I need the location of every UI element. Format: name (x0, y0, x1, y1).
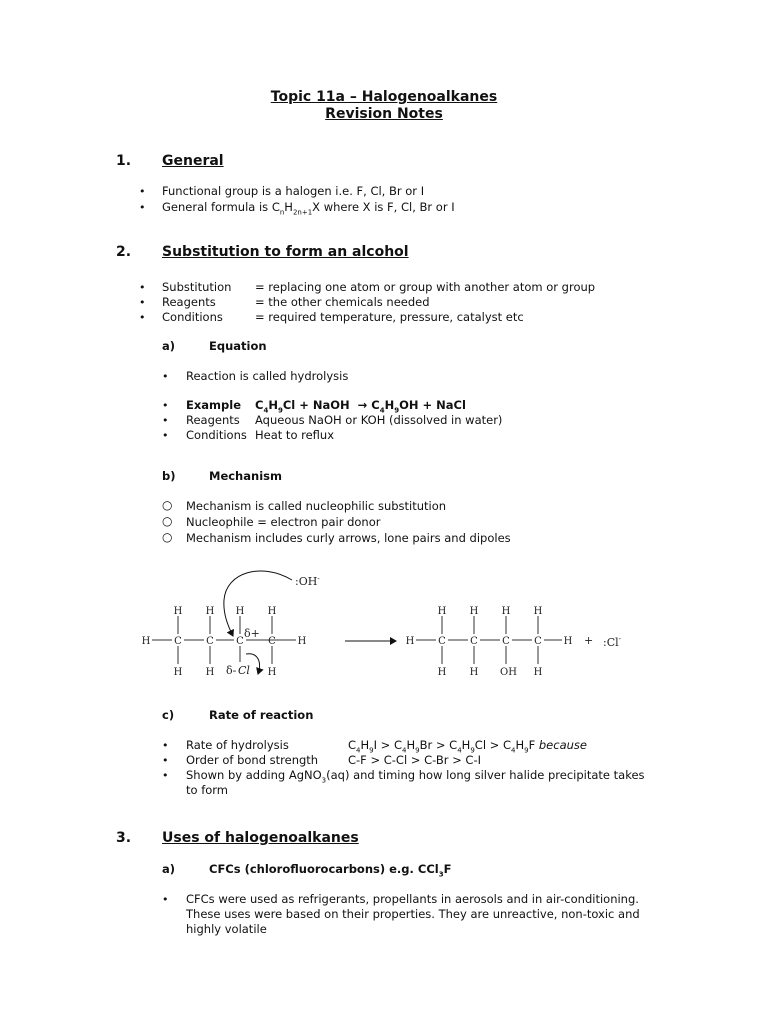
example-term: Example (186, 398, 241, 412)
definition-value: = replacing one atom or group with another atom or group (255, 280, 596, 294)
bullet-text: Nucleophile = electron pair donor (186, 515, 381, 529)
circle-bullet: ○ (162, 514, 173, 528)
paragraph-line: CFCs were used as refrigerants, propellants in aerosols and in air-conditioning. (186, 892, 639, 906)
definition-term: Substitution (162, 280, 232, 294)
bullet-text: Functional group is a halogen i.e. F, Cl, Br or I (162, 184, 425, 198)
bullet: • (162, 414, 169, 427)
atom-label: C (534, 636, 542, 647)
rate-term: Rate of hydrolysis (186, 738, 289, 752)
reagents-value: Aqueous NaOH or KOH (dissolved in water) (255, 413, 503, 427)
page-title: Topic 11a – Halogenoalkanes (270, 89, 498, 105)
bullet: • (162, 754, 169, 767)
definition-value: = the other chemicals needed (255, 295, 430, 309)
bullet-text: Mechanism includes curly arrows, lone pairs and dipoles (186, 531, 511, 545)
atom-label: H (469, 606, 479, 617)
atom-label: C (174, 636, 182, 647)
bullet-text-continued: to form (186, 783, 229, 797)
product-oh-label: OH (500, 667, 517, 678)
leaving-group-label: Cl (238, 664, 250, 677)
subsection-title: Mechanism (209, 469, 282, 483)
atom-label: H (173, 667, 183, 678)
conditions-value: Heat to reflux (255, 428, 335, 442)
definition-term: Conditions (162, 310, 223, 324)
bullet: • (139, 201, 146, 214)
atom-label: H (141, 636, 151, 647)
mechanism-diagram (0, 560, 768, 685)
paragraph-line: These uses were based on their properties. They are unreactive, non-toxic and (186, 907, 640, 921)
atom-label: C (470, 636, 478, 647)
atom-label: H (469, 667, 479, 678)
atom-label: C (236, 636, 244, 647)
plus-label: + (584, 634, 594, 647)
atom-label: C (206, 636, 214, 647)
bullet: • (139, 281, 146, 294)
subsection-label: a) (162, 862, 176, 876)
example-equation: $C_4H_9Cl$ + NaOH → $C_4H_9OH$ + NaCl (255, 398, 466, 415)
bullet: • (162, 893, 169, 906)
definition-value: = required temperature, pressure, catalyst etc (255, 310, 524, 324)
section-number: 2. (116, 244, 132, 260)
chloride-label: :Cl- (603, 635, 622, 649)
subsection-title: Rate of reaction (209, 708, 314, 722)
bullet: • (162, 370, 169, 383)
bullet-text: Reaction is called hydrolysis (186, 369, 349, 383)
subsection-label: c) (162, 708, 175, 722)
bullet: • (162, 739, 169, 752)
subsection-title: Equation (209, 339, 267, 353)
atom-label: H (205, 667, 215, 678)
atom-label: H (235, 606, 245, 617)
page-subtitle: Revision Notes (325, 106, 443, 122)
atom-label: C (268, 636, 276, 647)
section-number: 1. (116, 153, 132, 169)
atom-label: H (173, 606, 183, 617)
delta-plus-label: δ+ (244, 627, 260, 640)
section-title: Substitution to form an alcohol (162, 244, 409, 260)
reagents-term: Reagents (186, 413, 240, 427)
subsection-label: a) (162, 339, 176, 353)
section-title: General (162, 153, 224, 169)
circle-bullet: ○ (162, 498, 173, 512)
general-formula: General formula is $C_nH_{2n+1}X$ where X is F, Cl, Br or I (162, 200, 455, 217)
subsection-title: CFCs (chlorofluorocarbons) e.g. CCl$_3$F (209, 862, 452, 879)
bullet: • (139, 185, 146, 198)
atom-label: H (205, 606, 215, 617)
bullet-text: Mechanism is called nucleophilic substitution (186, 499, 447, 513)
bullet: • (162, 429, 169, 442)
bullet: • (139, 311, 146, 324)
bullet: • (139, 296, 146, 309)
bullet: • (162, 399, 169, 412)
paragraph-line: highly volatile (186, 922, 267, 936)
atom-label: H (267, 667, 277, 678)
atom-label: C (438, 636, 446, 647)
atom-label: H (533, 667, 543, 678)
rate-value: $C_4H_9I > C_4H_9Br > C_4H_9Cl > C_4H_9F$ because (348, 738, 587, 755)
bond-value: C-F > C-Cl > C-Br > C-I (348, 753, 481, 767)
bullet-text: Shown by adding AgNO$_3$(aq) and timing how long silver halide precipitate takes (186, 768, 645, 785)
conditions-term: Conditions (186, 428, 247, 442)
section-title: Uses of halogenoalkanes (162, 830, 359, 846)
section-number: 3. (116, 830, 132, 846)
atom-label: H (563, 636, 573, 647)
atom-label: H (533, 606, 543, 617)
circle-bullet: ○ (162, 530, 173, 544)
atom-label: H (501, 606, 511, 617)
atom-label: H (267, 606, 277, 617)
nucleophile-label: :OH- (295, 575, 320, 588)
bond-term: Order of bond strength (186, 753, 319, 767)
atom-label: C (502, 636, 510, 647)
definition-term: Reagents (162, 295, 216, 309)
subsection-label: b) (162, 469, 176, 483)
atom-label: H (297, 636, 307, 647)
bullet: • (162, 769, 169, 782)
atom-label: H (437, 667, 447, 678)
atom-label: H (405, 636, 415, 647)
atom-label: H (437, 606, 447, 617)
delta-minus-label: δ- (226, 664, 237, 677)
